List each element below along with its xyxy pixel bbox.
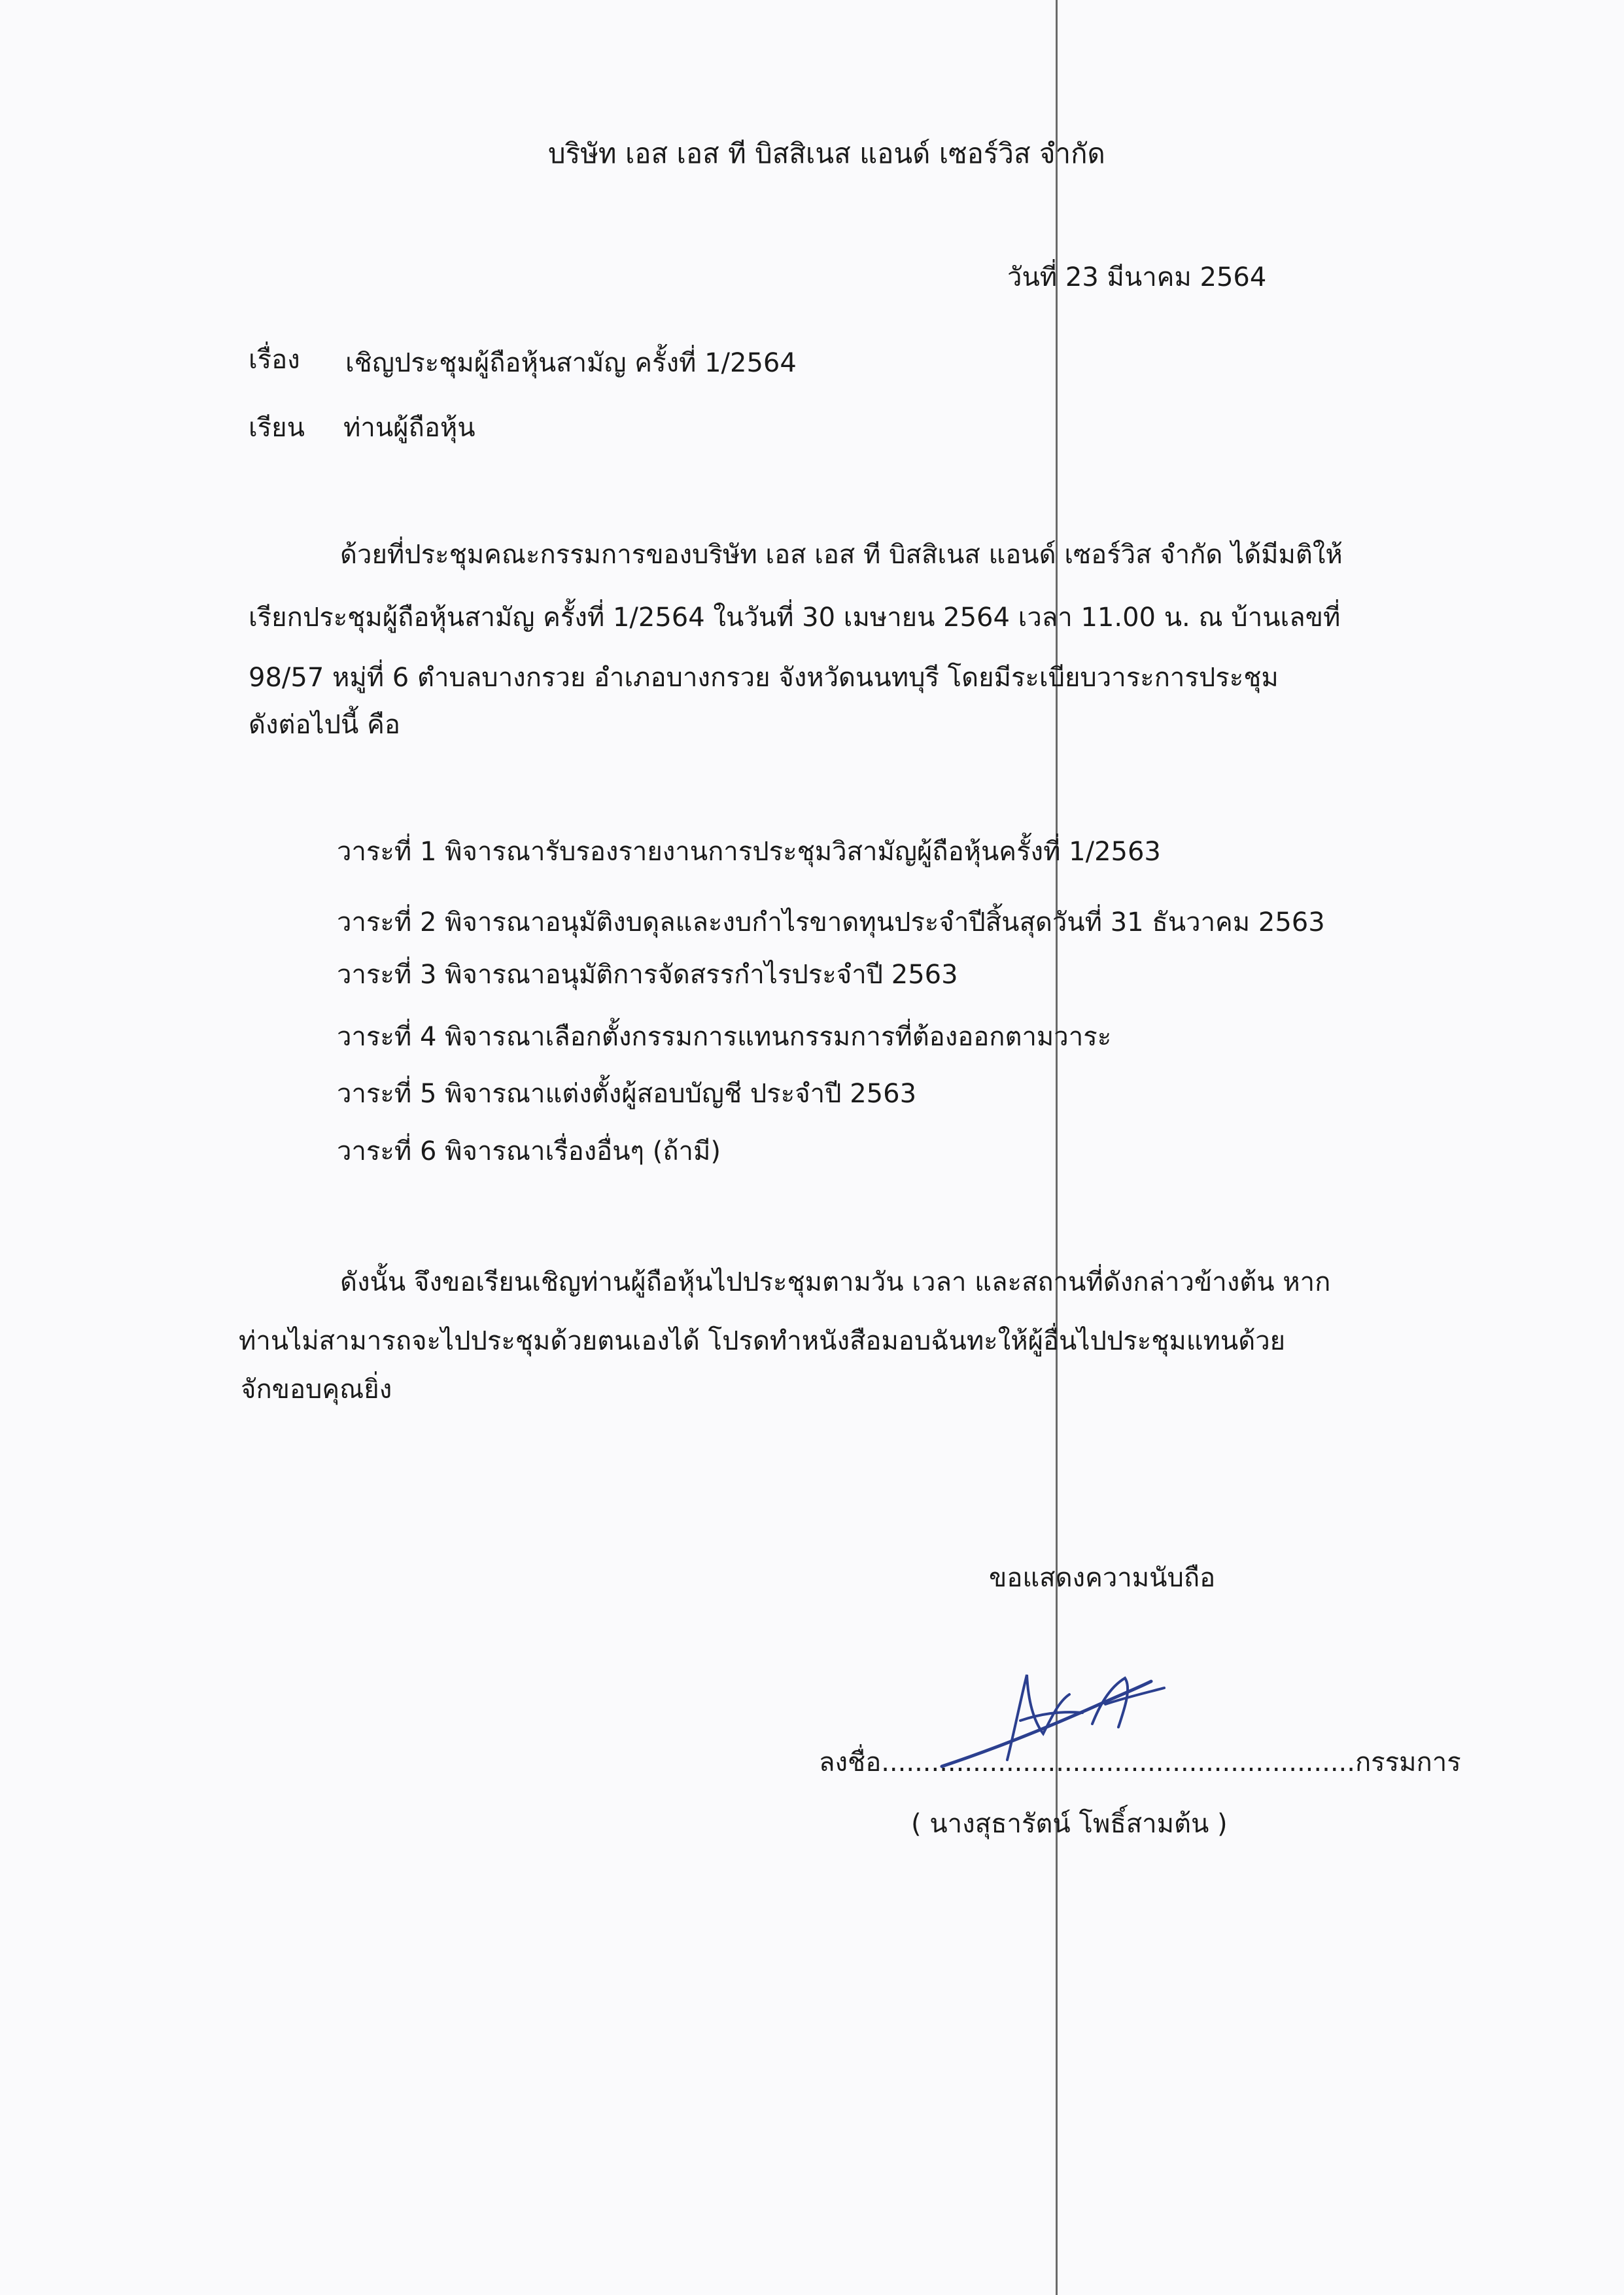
signer-name: ( นางสุธารัตน์ โพธิ์สามต้น ): [911, 1809, 1228, 1839]
paragraph2-line: จักขอบคุณยิ่ง: [241, 1375, 392, 1405]
agenda-item: วาระที่ 1 พิจารณารับรองรายงานการประชุมวิสามัญผู้ถือหุ้นครั้งที่ 1/2563: [337, 837, 1161, 867]
recipient-text: ท่านผู้ถือหุ้น: [343, 413, 475, 443]
agenda-item: วาระที่ 3 พิจารณาอนุมัติการจัดสรรกำไรประจำปี 2563: [337, 960, 958, 990]
signature-line: ลงชื่อ.........................................................กรรมการ: [819, 1747, 1461, 1778]
subject-text: เชิญประชุมผู้ถือหุ้นสามัญ ครั้งที่ 1/2564: [345, 348, 797, 378]
company-name: บริษัท เอส เอส ที บิสสิเนส แอนด์ เซอร์วิส จำกัด: [548, 137, 1105, 169]
scan-fold-line: [1056, 0, 1058, 2295]
recipient-label: เรียน: [249, 413, 305, 443]
paragraph2-line: ท่านไม่สามารถจะไปประชุมด้วยตนเองได้ โปรดทำหนังสือมอบฉันทะให้ผู้อื่นไปประชุมแทนด้วย: [239, 1326, 1286, 1356]
paragraph1-line: ด้วยที่ประชุมคณะกรรมการของบริษัท เอส เอส ที บิสสิเนส แอนด์ เซอร์วิส จำกัด ได้มีมติให้: [340, 540, 1343, 570]
agenda-item: วาระที่ 5 พิจารณาแต่งตั้งผู้สอบบัญชี ประจำปี 2563: [337, 1079, 917, 1109]
agenda-item: วาระที่ 6 พิจารณาเรื่องอื่นๆ (ถ้ามี): [337, 1136, 721, 1166]
subject-label: เรื่อง: [249, 345, 300, 375]
paragraph1-line: เรียกประชุมผู้ถือหุ้นสามัญ ครั้งที่ 1/2564 ในวันที่ 30 เมษายน 2564 เวลา 11.00 น. ณ บ้านเลขที่: [249, 603, 1341, 633]
letter-date: วันที่ 23 มีนาคม 2564: [1007, 262, 1267, 292]
closing-phrase: ขอแสดงความนับถือ: [989, 1563, 1216, 1593]
paragraph2-line: ดังนั้น จึงขอเรียนเชิญท่านผู้ถือหุ้นไปประชุมตามวัน เวลา และสถานที่ดังกล่าวข้างต้น หาก: [340, 1267, 1331, 1297]
paragraph1-line: 98/57 หมู่ที่ 6 ตำบลบางกรวย อำเภอบางกรวย จังหวัดนนทบุรี โดยมีระเบียบวาระการประชุม: [249, 663, 1279, 693]
agenda-item: วาระที่ 4 พิจารณาเลือกตั้งกรรมการแทนกรรมการที่ต้องออกตามวาระ: [337, 1022, 1112, 1052]
paragraph1-line: ดังต่อไปนี้ คือ: [249, 710, 400, 740]
agenda-item: วาระที่ 2 พิจารณาอนุมัติงบดุลและงบกำไรขาดทุนประจำปีสิ้นสุดวันที่ 31 ธันวาคม 2563: [337, 907, 1325, 937]
